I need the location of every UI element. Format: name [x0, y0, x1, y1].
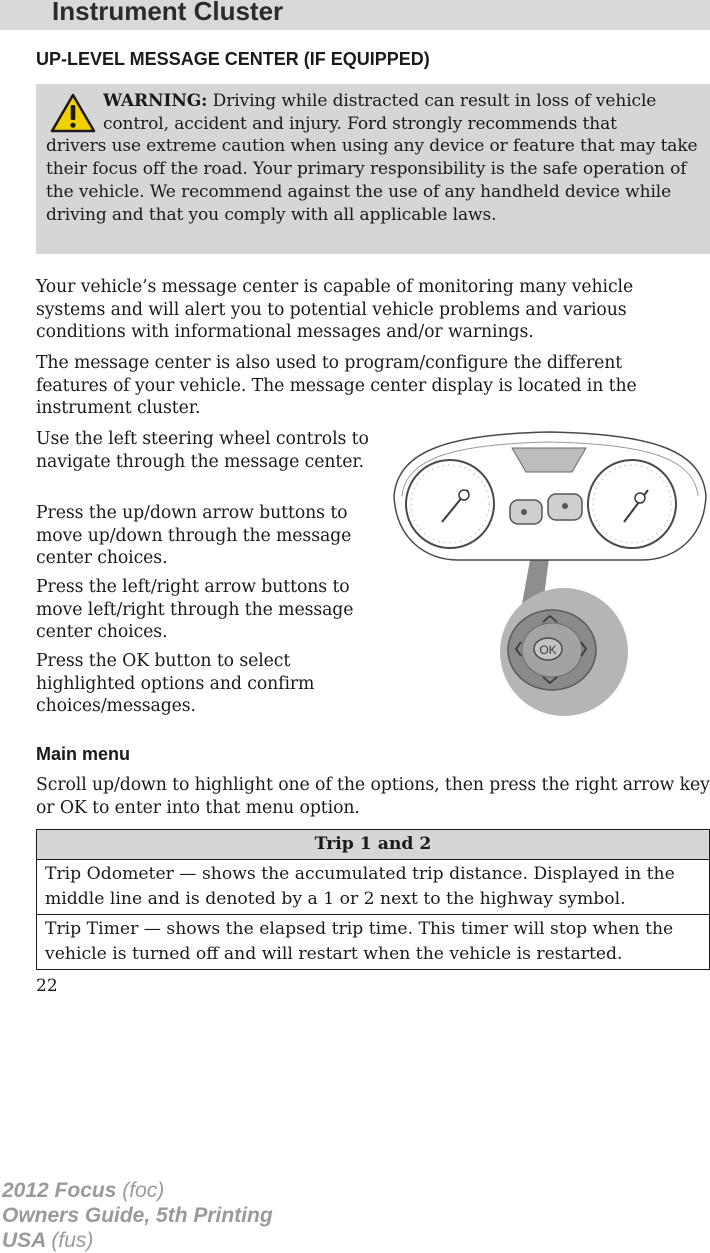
warning-text-rest: drivers use extreme caution when using any device or feature that may take their focus off the road. Your primary responsibility is the safe operation of the vehicle. We recommend against the use of any handheld device while driving and that you comply with all applicable laws.	[46, 136, 698, 225]
trip-table-header: Trip 1 and 2	[37, 830, 710, 860]
paragraph-left-right: Press the left/right arrow buttons to move left/right through the message center choices.	[36, 577, 354, 642]
tachometer-gauge	[588, 460, 676, 548]
footer	[2, 1178, 273, 1253]
paragraph-monitoring: Your vehicle’s message center is capable of monitoring many vehicle systems and will alert you to potential vehicle problems and various conditions with informational messages and/or warnings.	[36, 277, 634, 342]
footer-guide: Owners Guide, 5th Printing	[2, 1204, 273, 1227]
main-menu-intro: Scroll up/down to highlight one of the options, then press the right arrow key or OK to enter into that menu option.	[36, 775, 710, 818]
warning-text-first: Driving while distracted can result in loss of vehicle	[212, 91, 657, 111]
speedometer-gauge	[406, 460, 494, 548]
paragraph-steering-controls: Use the left steering wheel controls to navigate through the message center.	[36, 429, 369, 472]
table-row-trip-timer: Trip Timer — shows the elapsed trip time. This timer will stop when the vehicle is turned off and will restart when the vehicle is restarted.	[37, 915, 710, 970]
ok-button-label: OK	[539, 643, 557, 657]
section-title: UP-LEVEL MESSAGE CENTER (IF EQUIPPED)	[36, 49, 430, 69]
footer-model-code: (foc)	[122, 1179, 165, 1202]
main-menu-heading: Main menu	[36, 744, 131, 764]
footer-market-code: (fus)	[51, 1229, 94, 1252]
table-row-trip-odometer: Trip Odometer — shows the accumulated trip distance. Displayed in the middle line and is denoted by a 1 or 2 next to the highway symbol.	[37, 860, 710, 915]
trip-table	[36, 829, 710, 970]
paragraph-ok-button: Press the OK button to select highlighted options and confirm choices/messages.	[36, 651, 315, 716]
footer-model: 2012 Focus	[2, 1179, 117, 1202]
steering-wheel-controls	[500, 588, 628, 716]
warning-label: WARNING:	[103, 91, 208, 111]
warning-box	[36, 84, 710, 254]
footer-market: USA	[2, 1229, 46, 1252]
warning-text	[46, 90, 706, 226]
paragraph-up-down: Press the up/down arrow buttons to move up/down through the message center choices.	[36, 503, 352, 568]
page-header-title: Instrument Cluster	[52, 0, 284, 26]
page-number: 22	[36, 976, 58, 996]
warning-text-second: control, accident and injury. Ford strongly recommends that	[103, 113, 617, 134]
instrument-cluster-illustration	[390, 428, 710, 718]
paragraph-configure: The message center is also used to program/configure the different features of your vehicle. The message center display is located in the instrument cluster.	[36, 353, 637, 418]
